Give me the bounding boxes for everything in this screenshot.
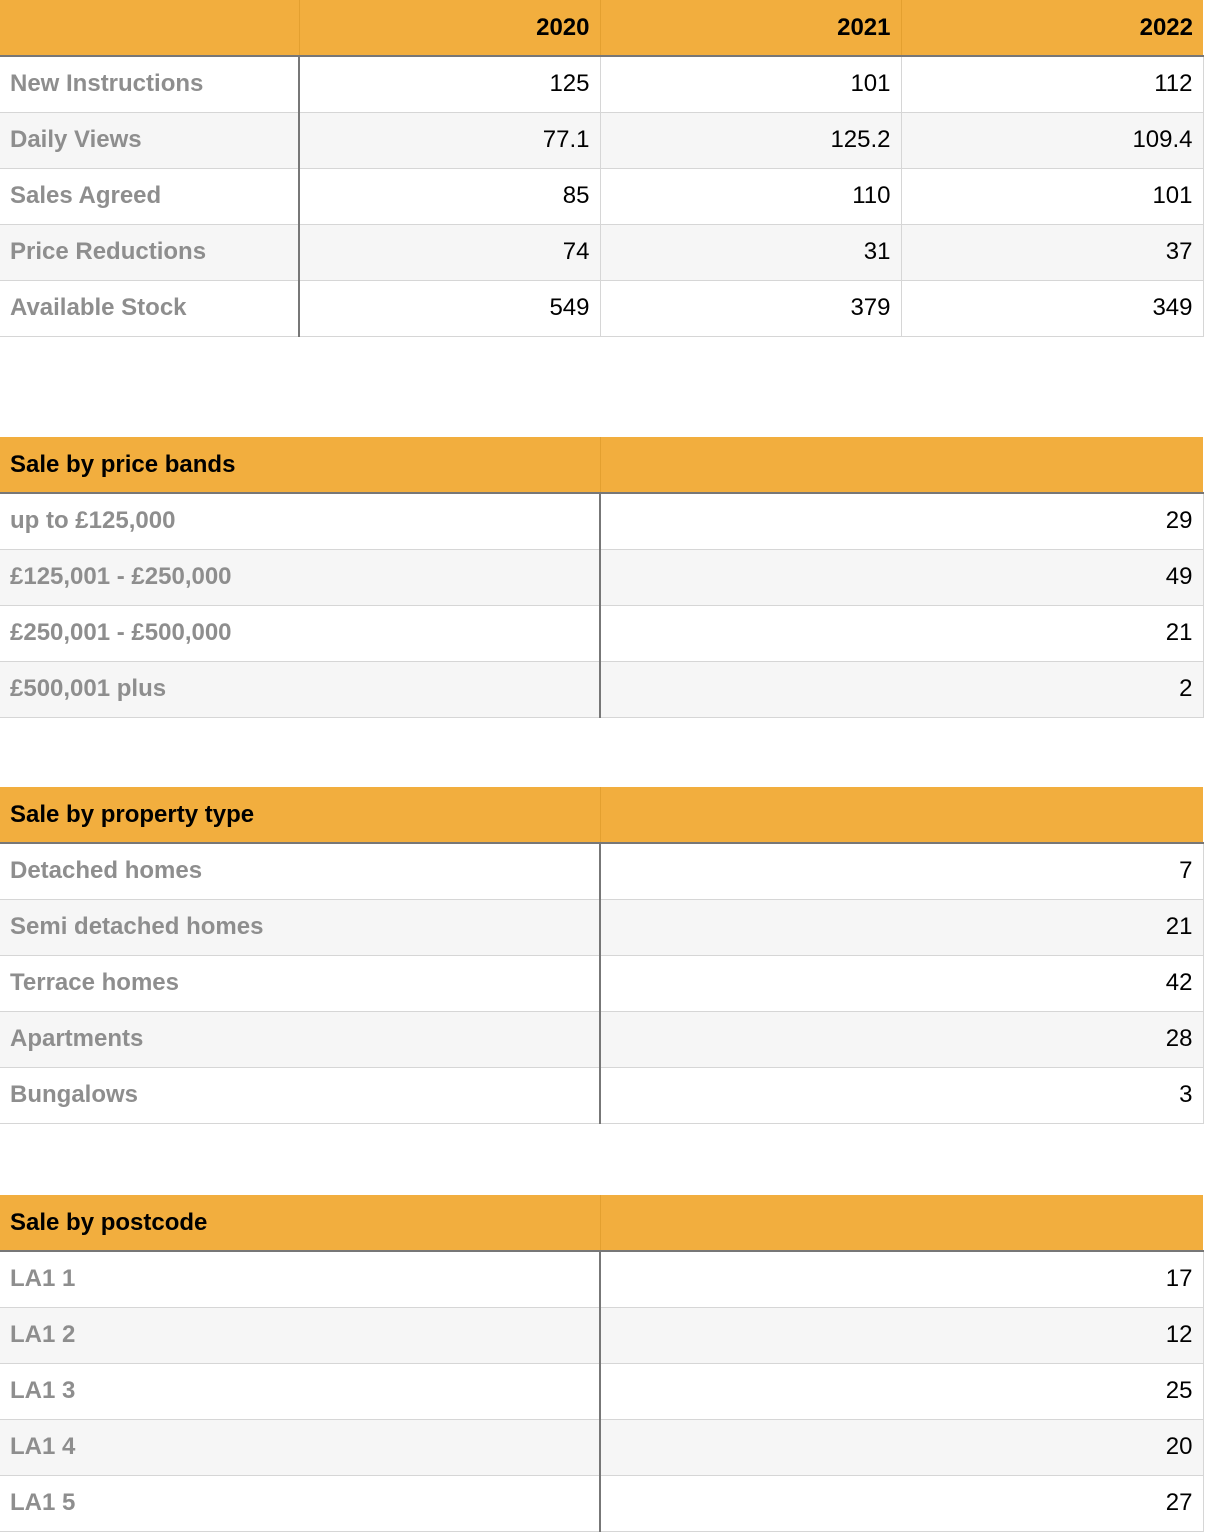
cell-value: 349 xyxy=(901,280,1203,336)
summary-header-corner xyxy=(0,0,299,56)
table-row xyxy=(0,56,1203,112)
row-label: Terrace homes xyxy=(0,955,600,1011)
table-row xyxy=(0,955,1203,1011)
row-label: up to £125,000 xyxy=(0,493,600,549)
table-row xyxy=(0,112,1203,168)
cell-value: 42 xyxy=(600,955,1203,1011)
table-row xyxy=(0,493,1203,549)
table-row xyxy=(0,605,1203,661)
table-row xyxy=(0,843,1203,899)
cell-value: 101 xyxy=(600,56,901,112)
cell-value: 21 xyxy=(600,605,1203,661)
price-bands-table xyxy=(0,437,1204,718)
table-row xyxy=(0,1363,1203,1419)
cell-value: 27 xyxy=(600,1475,1203,1531)
property-type-header-empty xyxy=(600,787,1203,843)
cell-value: 109.4 xyxy=(901,112,1203,168)
price-bands-header-row xyxy=(0,437,1203,493)
row-label: Sales Agreed xyxy=(0,168,299,224)
property-type-header-row xyxy=(0,787,1203,843)
cell-value: 7 xyxy=(600,843,1203,899)
row-label: LA1 5 xyxy=(0,1475,600,1531)
cell-value: 37 xyxy=(901,224,1203,280)
row-label: £250,001 - £500,000 xyxy=(0,605,600,661)
table-row xyxy=(0,1475,1203,1531)
table-row xyxy=(0,899,1203,955)
table-row xyxy=(0,1011,1203,1067)
postcode-title: Sale by postcode xyxy=(0,1195,600,1251)
row-label: £125,001 - £250,000 xyxy=(0,549,600,605)
cell-value: 77.1 xyxy=(299,112,600,168)
table-row xyxy=(0,1067,1203,1123)
summary-header-row xyxy=(0,0,1203,56)
year-header-2022: 2022 xyxy=(901,0,1203,56)
row-label: LA1 1 xyxy=(0,1251,600,1307)
cell-value: 379 xyxy=(600,280,901,336)
row-label: LA1 3 xyxy=(0,1363,600,1419)
cell-value: 17 xyxy=(600,1251,1203,1307)
row-label: LA1 2 xyxy=(0,1307,600,1363)
postcode-header-row xyxy=(0,1195,1203,1251)
table-row xyxy=(0,549,1203,605)
cell-value: 74 xyxy=(299,224,600,280)
property-type-table xyxy=(0,787,1204,1124)
row-label: Available Stock xyxy=(0,280,299,336)
cell-value: 12 xyxy=(600,1307,1203,1363)
row-label: Bungalows xyxy=(0,1067,600,1123)
cell-value: 101 xyxy=(901,168,1203,224)
cell-value: 549 xyxy=(299,280,600,336)
cell-value: 21 xyxy=(600,899,1203,955)
cell-value: 85 xyxy=(299,168,600,224)
cell-value: 112 xyxy=(901,56,1203,112)
row-label: Detached homes xyxy=(0,843,600,899)
cell-value: 2 xyxy=(600,661,1203,717)
row-label: £500,001 plus xyxy=(0,661,600,717)
cell-value: 110 xyxy=(600,168,901,224)
table-row xyxy=(0,1307,1203,1363)
table-row xyxy=(0,661,1203,717)
table-row xyxy=(0,1251,1203,1307)
cell-value: 28 xyxy=(600,1011,1203,1067)
cell-value: 125.2 xyxy=(600,112,901,168)
property-type-title: Sale by property type xyxy=(0,787,600,843)
row-label: Daily Views xyxy=(0,112,299,168)
price-bands-title: Sale by price bands xyxy=(0,437,600,493)
year-header-2020: 2020 xyxy=(299,0,600,56)
table-row xyxy=(0,1419,1203,1475)
row-label: Price Reductions xyxy=(0,224,299,280)
table-row xyxy=(0,224,1203,280)
table-row xyxy=(0,168,1203,224)
year-header-2021: 2021 xyxy=(600,0,901,56)
summary-table xyxy=(0,0,1204,337)
cell-value: 25 xyxy=(600,1363,1203,1419)
row-label: Apartments xyxy=(0,1011,600,1067)
row-label: Semi detached homes xyxy=(0,899,600,955)
cell-value: 31 xyxy=(600,224,901,280)
cell-value: 20 xyxy=(600,1419,1203,1475)
postcode-table xyxy=(0,1195,1204,1532)
cell-value: 3 xyxy=(600,1067,1203,1123)
cell-value: 49 xyxy=(600,549,1203,605)
row-label: New Instructions xyxy=(0,56,299,112)
cell-value: 29 xyxy=(600,493,1203,549)
row-label: LA1 4 xyxy=(0,1419,600,1475)
postcode-header-empty xyxy=(600,1195,1203,1251)
cell-value: 125 xyxy=(299,56,600,112)
price-bands-header-empty xyxy=(600,437,1203,493)
table-row xyxy=(0,280,1203,336)
